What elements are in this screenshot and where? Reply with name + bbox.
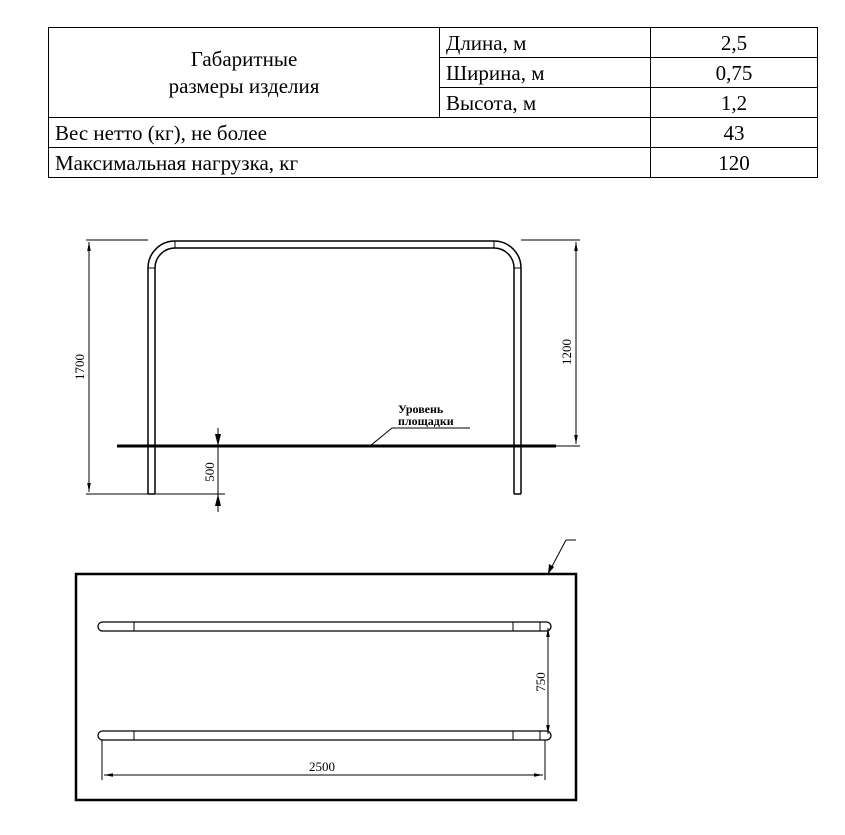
width-value: 0,75: [651, 58, 818, 88]
dim-total-height-text: 1700: [72, 354, 87, 380]
dim-above-ground-text: 1200: [559, 339, 574, 365]
weight-label: Вес нетто (кг), не более: [49, 118, 651, 148]
upper-rail: [98, 622, 551, 631]
frame-outer-contour: [148, 241, 521, 494]
frame-inner-contour: [155, 248, 514, 494]
length-value: 2,5: [651, 28, 818, 58]
dim-width-text: 750: [533, 672, 548, 692]
lower-rail: [98, 731, 551, 740]
width-label: Ширина, м: [440, 58, 651, 88]
dim-depth-text: 500: [202, 462, 217, 482]
height-value: 1,2: [651, 88, 818, 118]
ground-level-label-line2: площадки: [398, 414, 454, 428]
ground-level-label-line1: Уровень: [398, 402, 444, 416]
front-view: [72, 240, 580, 512]
dim-length-text: 2500: [309, 759, 335, 774]
height-label: Высота, м: [440, 88, 651, 118]
length-label: Длина, м: [440, 28, 651, 58]
weight-value: 43: [651, 118, 818, 148]
max-load-label: Максимальная нагрузка, кг: [49, 148, 651, 178]
max-load-value: 120: [651, 148, 818, 178]
dimensions-group-label: Габаритные размеры изделия: [49, 28, 440, 118]
top-view: [76, 540, 576, 800]
